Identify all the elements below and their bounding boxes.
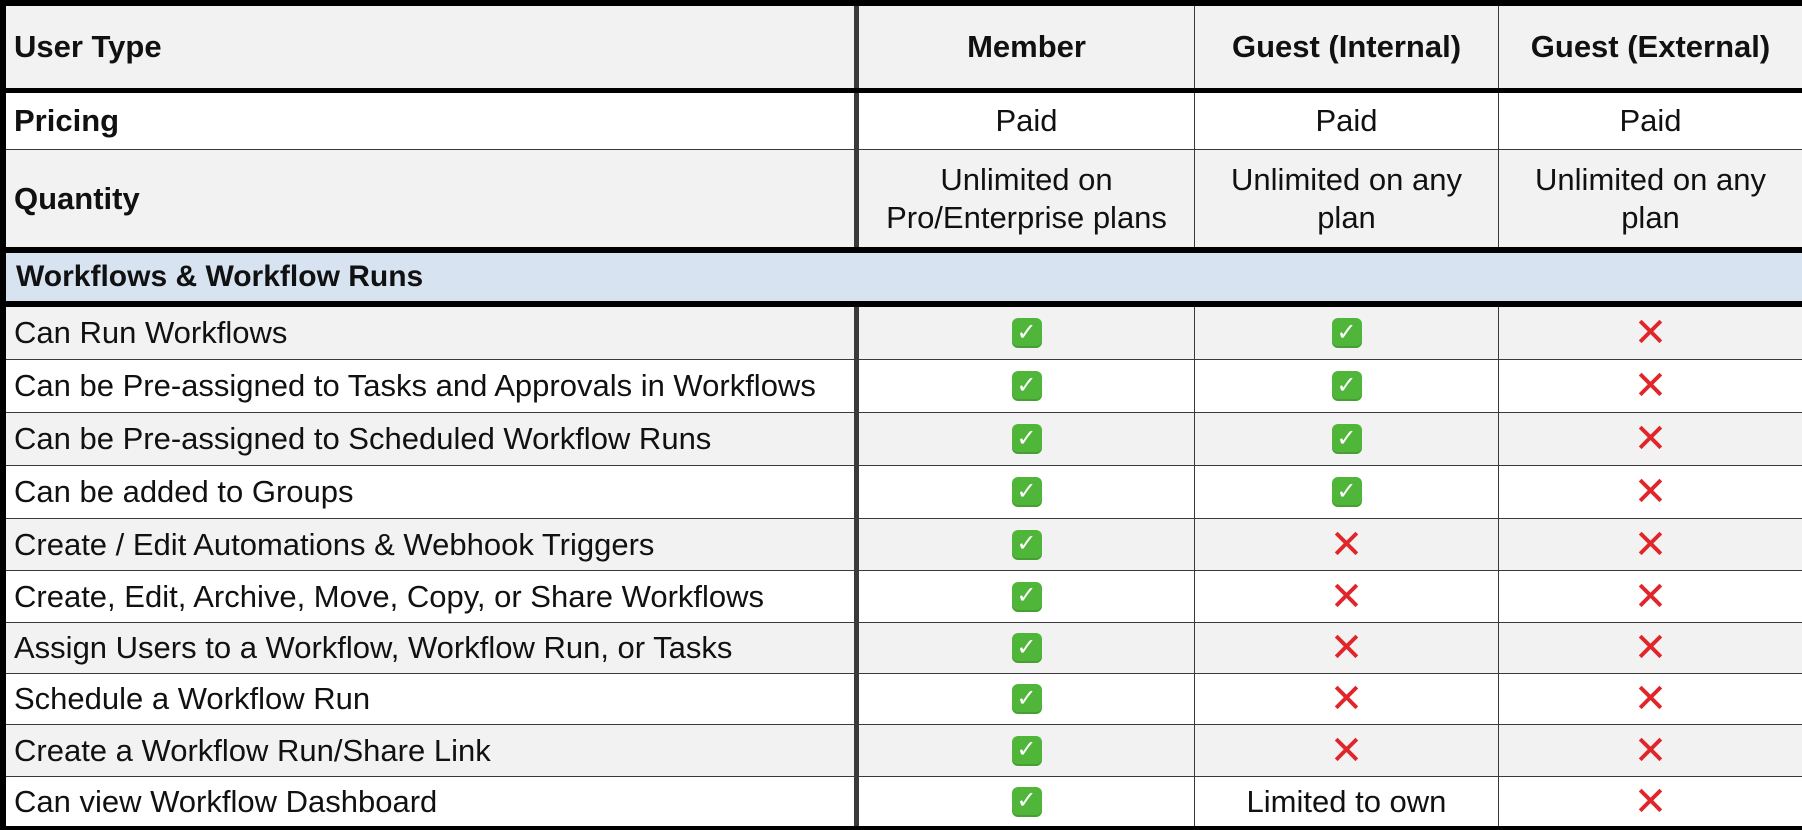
feature-member-cell xyxy=(859,571,1194,622)
check-icon: ✓ xyxy=(1012,684,1042,714)
feature-guest-internal-cell xyxy=(1195,623,1498,673)
header-guest-internal: Guest (Internal) xyxy=(1195,6,1498,88)
header-member: Member xyxy=(859,6,1194,88)
feature-member-cell xyxy=(859,623,1194,673)
feature-guest-external-cell xyxy=(1499,307,1802,359)
header-user-type: User Type xyxy=(6,6,854,88)
feature-guest-internal-cell xyxy=(1195,725,1498,776)
feature-label: Create a Workflow Run/Share Link xyxy=(6,725,854,776)
cross-icon: ✕ xyxy=(1633,728,1668,773)
feature-label: Create, Edit, Archive, Move, Copy, or Share Workflows xyxy=(6,571,854,622)
cross-icon: ✕ xyxy=(1633,470,1668,514)
pricing-label: Pricing xyxy=(6,93,854,149)
check-icon: ✓ xyxy=(1332,477,1362,507)
feature-guest-external-cell xyxy=(1499,623,1802,673)
cross-icon: ✕ xyxy=(1633,574,1668,619)
header-guest-external: Guest (External) xyxy=(1499,6,1802,88)
feature-guest-internal-cell xyxy=(1195,519,1498,570)
quantity-member: Unlimited on Pro/Enterprise plans xyxy=(859,150,1194,247)
cross-icon: ✕ xyxy=(1633,677,1668,721)
cross-icon: ✕ xyxy=(1329,677,1364,721)
feature-guest-external-cell xyxy=(1499,674,1802,724)
feature-label: Assign Users to a Workflow, Workflow Run, or Tasks xyxy=(6,623,854,673)
feature-label: Schedule a Workflow Run xyxy=(6,674,854,724)
feature-member-cell xyxy=(859,777,1194,826)
feature-label: Create / Edit Automations & Webhook Triggers xyxy=(6,519,854,570)
check-icon: ✓ xyxy=(1332,424,1362,454)
cross-icon: ✕ xyxy=(1633,522,1668,567)
feature-guest-external-cell xyxy=(1499,777,1802,826)
feature-member-cell xyxy=(859,674,1194,724)
feature-member-cell xyxy=(859,466,1194,518)
check-icon: ✓ xyxy=(1012,736,1042,766)
check-icon: ✓ xyxy=(1332,371,1362,401)
cross-icon: ✕ xyxy=(1633,417,1668,461)
check-icon: ✓ xyxy=(1332,318,1362,348)
feature-guest-external-cell xyxy=(1499,571,1802,622)
feature-guest-external-cell xyxy=(1499,519,1802,570)
cross-icon: ✕ xyxy=(1329,522,1364,567)
cross-icon: ✕ xyxy=(1329,626,1364,670)
cross-icon: ✕ xyxy=(1329,574,1364,619)
feature-member-cell xyxy=(859,725,1194,776)
feature-member-cell xyxy=(859,360,1194,412)
check-icon: ✓ xyxy=(1012,477,1042,507)
check-icon: ✓ xyxy=(1012,371,1042,401)
cross-icon: ✕ xyxy=(1633,311,1668,355)
feature-member-cell xyxy=(859,307,1194,359)
pricing-member: Paid xyxy=(859,93,1194,149)
feature-guest-internal-cell xyxy=(1195,777,1498,826)
feature-member-cell xyxy=(859,413,1194,465)
feature-guest-external-cell xyxy=(1499,466,1802,518)
feature-label: Can be added to Groups xyxy=(6,466,854,518)
feature-guest-internal-cell xyxy=(1195,360,1498,412)
quantity-guest-external: Unlimited on any plan xyxy=(1499,150,1802,247)
feature-guest-internal-cell xyxy=(1195,674,1498,724)
check-icon: ✓ xyxy=(1012,633,1042,663)
feature-guest-internal-cell xyxy=(1195,571,1498,622)
feature-label: Can be Pre-assigned to Tasks and Approvals in Workflows xyxy=(6,360,854,412)
feature-guest-internal-cell xyxy=(1195,466,1498,518)
cross-icon: ✕ xyxy=(1633,779,1668,824)
pricing-guest-external: Paid xyxy=(1499,93,1802,149)
feature-label: Can view Workflow Dashboard xyxy=(6,777,854,826)
feature-note: Limited to own xyxy=(1246,783,1447,819)
cross-icon: ✕ xyxy=(1633,626,1668,670)
pricing-guest-internal: Paid xyxy=(1195,93,1498,149)
feature-member-cell xyxy=(859,519,1194,570)
feature-guest-internal-cell xyxy=(1195,307,1498,359)
check-icon: ✓ xyxy=(1012,318,1042,348)
check-icon: ✓ xyxy=(1012,424,1042,454)
section-workflows: Workflows & Workflow Runs xyxy=(6,253,1802,301)
feature-guest-external-cell xyxy=(1499,360,1802,412)
feature-label: Can be Pre-assigned to Scheduled Workflow Runs xyxy=(6,413,854,465)
quantity-label: Quantity xyxy=(6,150,854,247)
feature-guest-internal-cell xyxy=(1195,413,1498,465)
cross-icon: ✕ xyxy=(1633,364,1668,408)
check-icon: ✓ xyxy=(1012,530,1042,560)
table-grid xyxy=(6,6,1796,824)
feature-label: Can Run Workflows xyxy=(6,307,854,359)
cross-icon: ✕ xyxy=(1329,728,1364,773)
check-icon: ✓ xyxy=(1012,787,1042,817)
check-icon: ✓ xyxy=(1012,582,1042,612)
feature-guest-external-cell xyxy=(1499,725,1802,776)
quantity-guest-internal: Unlimited on any plan xyxy=(1195,150,1498,247)
feature-guest-external-cell xyxy=(1499,413,1802,465)
